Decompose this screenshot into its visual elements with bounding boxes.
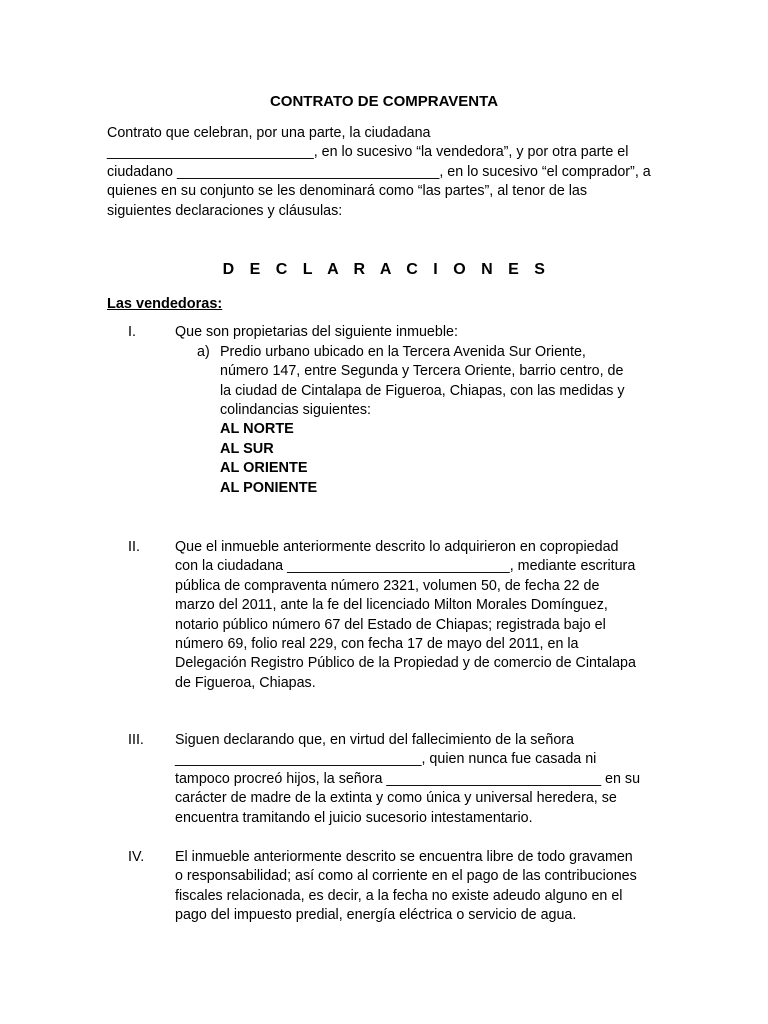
clause-body: [175, 323, 675, 342]
clause-line: carácter de madre de la extinta y como única y universal heredera, se: [175, 790, 617, 807]
clause-number: I.: [128, 324, 136, 340]
intro-paragraph: [107, 124, 667, 221]
document-title: CONTRATO DE COMPRAVENTA: [269, 93, 499, 110]
subitem-line: la ciudad de Cintalapa de Figueroa, Chiapas, con las medidas y: [220, 382, 625, 399]
subitem-body: [220, 343, 660, 421]
clause-line: encuentra tramitando el juicio sucesorio intestamentario.: [175, 809, 533, 826]
boundary-south: AL SUR: [220, 440, 274, 457]
clause-body: [175, 848, 675, 926]
clause-line: pública de compraventa número 2321, volumen 50, de fecha 22 de: [175, 577, 600, 594]
clause-line: o responsabilidad; así como al corriente en el pago de las contribuciones: [175, 868, 637, 885]
clause-number: III.: [128, 732, 144, 748]
clause-line: Delegación Registro Público de la Propiedad y de comercio de Cintalapa: [175, 655, 636, 672]
subheading-vendedoras: Las vendedoras:: [107, 296, 223, 312]
clause-line: pago del impuesto predial, energía eléctrica o servicio de agua.: [175, 907, 577, 924]
clause-line: número 69, folio real 229, con fecha 17 de mayo del 2011, en la: [175, 636, 579, 653]
clause-line: El inmueble anteriormente descrito se encuentra libre de todo gravamen: [175, 849, 633, 865]
boundary-west: AL PONIENTE: [220, 479, 318, 496]
intro-line: __________________________, en lo sucesivo “la vendedora”, y por otra parte el: [107, 144, 629, 161]
intro-line: siguientes declaraciones y cláusulas:: [107, 202, 343, 219]
subitem-line: número 147, entre Segunda y Tercera Oriente, barrio centro, de: [220, 363, 624, 380]
clause-line: fiscales relacionada, es decir, a la fecha no existe adeudo alguno en el: [175, 887, 623, 904]
intro-line: quienes en su conjunto se les denominará como “las partes”, al tenor de las: [107, 183, 588, 200]
clause-body: [175, 731, 675, 828]
clause-line: notario público número 67 del Estado de Chiapas; registrada bajo el: [175, 616, 606, 633]
intro-line: Contrato que celebran, por una parte, la ciudadana: [107, 125, 431, 141]
clause-body: [175, 538, 675, 693]
clause-line: de Figueroa, Chiapas.: [175, 674, 316, 691]
clause-line: _______________________________, quien nunca fue casada ni: [175, 751, 597, 768]
section-heading-declaraciones: D E C L A R A C I O N E S: [222, 261, 551, 278]
intro-line: ciudadano _________________________________, en lo sucesivo “el comprador”, a: [107, 163, 651, 180]
clause-line: Que el inmueble anteriormente descrito lo adquirieron en copropiedad: [175, 539, 619, 555]
clause-line: Que son propietarias del siguiente inmueble:: [175, 324, 458, 340]
boundary-north: AL NORTE: [220, 421, 294, 437]
boundaries-list: [220, 420, 317, 498]
clause-number: II.: [128, 539, 140, 555]
clause-line: marzo del 2011, ante la fe del licenciado Milton Morales Domínguez,: [175, 597, 608, 614]
clause-line: con la ciudadana ____________________________, mediante escritura: [175, 558, 636, 575]
clause-line: Siguen declarando que, en virtud del fallecimiento de la señora: [175, 732, 574, 748]
boundary-east: AL ORIENTE: [220, 460, 308, 477]
clause-line: tampoco procreó hijos, la señora ___________________________ en su: [175, 770, 641, 787]
subitem-line: Predio urbano ubicado en la Tercera Avenida Sur Oriente,: [220, 344, 586, 360]
subitem-letter: a): [197, 344, 210, 360]
subitem-line: colindancias siguientes:: [220, 402, 372, 419]
clause-number: IV.: [128, 849, 145, 865]
